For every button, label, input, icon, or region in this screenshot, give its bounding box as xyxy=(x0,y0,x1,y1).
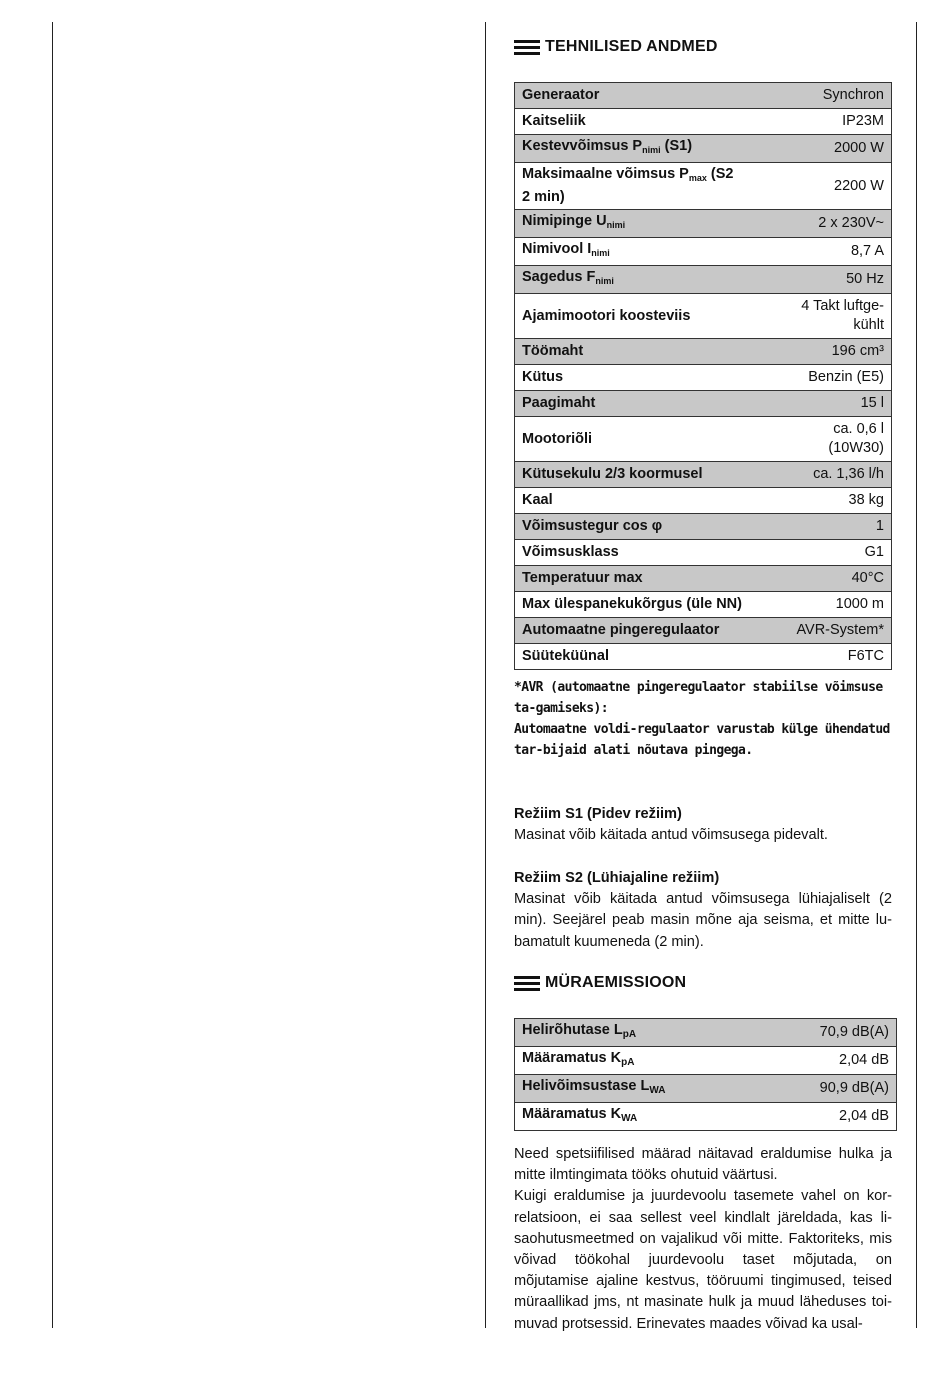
table-row xyxy=(515,1075,897,1103)
right-margin-line xyxy=(916,22,917,1328)
mode-s2-block xyxy=(514,868,892,953)
table-row xyxy=(515,1047,897,1075)
spec-key: Süüteküünal xyxy=(515,644,750,670)
mode-s2-text: Masinat võib käitada antud võimsusega lühiajaliselt (2 min). Seejärel peab masin mõne aja seisma, et mitte lu-bamatult kuumeneda (2 min). xyxy=(514,891,892,950)
spec-value: 40°C xyxy=(749,566,892,592)
table-row xyxy=(515,238,892,266)
noise-paragraph-1: Need spetsiifilised määrad näitavad eraldumise hulka ja mitte ilmtingimata tööks ohutuid väärtusi. xyxy=(514,1146,892,1184)
spec-value: 1000 m xyxy=(749,592,892,618)
noise-table-wrapper xyxy=(514,1018,897,1131)
spec-value: 2 x 230V~ xyxy=(749,210,892,238)
tech-table-wrapper xyxy=(514,82,892,670)
spec-value: IP23M xyxy=(749,109,892,135)
table-row xyxy=(515,339,892,365)
spec-key: Töömaht xyxy=(515,339,750,365)
table-row xyxy=(515,417,892,462)
noise-key: Määramatus $K_{WA}$ xyxy=(515,1103,765,1131)
table-row xyxy=(515,294,892,339)
menu-lines-icon xyxy=(514,976,540,991)
table-row xyxy=(515,109,892,135)
noise-value: 2,04 dB xyxy=(764,1047,896,1075)
table-row xyxy=(515,266,892,294)
noise-heading-title: MÜRAEMISSIOON xyxy=(545,974,687,991)
spec-key: Võimsusklass xyxy=(515,540,750,566)
spec-key: Kaal xyxy=(515,488,750,514)
noise-key: Helirõhutase $L_{pA}$ xyxy=(515,1019,765,1047)
spec-value: Synchron xyxy=(749,83,892,109)
noise-key: Helivõimsustase $L_{WA}$ xyxy=(515,1075,765,1103)
spec-value: 196 cm³ xyxy=(749,339,892,365)
spec-key: Kütus xyxy=(515,365,750,391)
noise-text-block xyxy=(514,1144,892,1335)
spec-key: Maksimaalne võimsus $P_{max}$ (S2 2 min) xyxy=(515,163,750,210)
table-row xyxy=(515,210,892,238)
mode-s1-block xyxy=(514,804,892,846)
mode-s1-text: Masinat võib käitada antud võimsusega pidevalt. xyxy=(514,827,828,844)
noise-heading xyxy=(514,974,892,992)
column-divider-line xyxy=(485,22,486,1328)
spec-value: F6TC xyxy=(749,644,892,670)
spec-key: Paagimaht xyxy=(515,391,750,417)
spec-value: 38 kg xyxy=(749,488,892,514)
spec-value: ca. 0,6 l (10W30) xyxy=(749,417,892,462)
spec-value: 1 xyxy=(749,514,892,540)
spec-value: 2200 W xyxy=(749,163,892,210)
spec-key: Automaatne pingeregulaator xyxy=(515,618,750,644)
avr-footnote-text: Automaatne voldi-regulaator varustab külge ühendatud tar-bijaid alati nõutava pingega. xyxy=(514,722,890,758)
table-row xyxy=(515,644,892,670)
table-row xyxy=(515,592,892,618)
tech-spec-table xyxy=(514,82,892,670)
mode-s1-title: Režiim S1 (Pidev režiim) xyxy=(514,806,682,822)
noise-paragraph-2: Kuigi eraldumise ja juurdevoolu tasemete vahel on kor-relatsioon, ei saa sellest veel kindlalt järeldada, kas li-saohutusmeetmed on vajalikud või mitte. Faktoriteks, mis võivad töökohal juurdevoolu taset mõjutada, on mõjutamise ajaline kestvus, tööruumi tingimused, teised müraallikad jms, nt masinate hulk ja muud läheduses toi-muvad protsessid. Erinevates maades võivad ka usal- xyxy=(514,1188,892,1332)
spec-value: 2000 W xyxy=(749,135,892,163)
spec-key: Mootoriõli xyxy=(515,417,750,462)
table-row xyxy=(515,391,892,417)
table-row xyxy=(515,488,892,514)
spec-value: Benzin (E5) xyxy=(749,365,892,391)
spec-key: Generaator xyxy=(515,83,750,109)
tech-heading-title: TEHNILISED ANDMED xyxy=(545,38,718,55)
spec-key: Kestevvõimsus $P_{nimi}$ (S1) xyxy=(515,135,750,163)
spec-key: Võimsustegur cos φ xyxy=(515,514,750,540)
spec-value: 15 l xyxy=(749,391,892,417)
tech-heading xyxy=(514,38,892,56)
avr-footnote xyxy=(514,677,892,761)
table-row xyxy=(515,1103,897,1131)
spec-key: Ajamimootori koosteviis xyxy=(515,294,750,339)
table-row xyxy=(515,618,892,644)
menu-lines-icon xyxy=(514,40,540,55)
spec-key: Kütusekulu 2/3 koormusel xyxy=(515,462,750,488)
table-row xyxy=(515,462,892,488)
spec-value: AVR-System* xyxy=(749,618,892,644)
table-row xyxy=(515,83,892,109)
table-row xyxy=(515,514,892,540)
table-row xyxy=(515,540,892,566)
spec-key: Nimivool $I_{nimi}$ xyxy=(515,238,750,266)
spec-key: Max ülespanekukõrgus (üle NN) xyxy=(515,592,750,618)
left-margin-line xyxy=(52,22,53,1328)
mode-s2-title: Režiim S2 (Lühiajaline režiim) xyxy=(514,870,720,886)
table-row xyxy=(515,135,892,163)
spec-key: Sagedus $F_{nimi}$ xyxy=(515,266,750,294)
spec-value: 4 Takt luftge-kühlt xyxy=(749,294,892,339)
noise-value: 90,9 dB(A) xyxy=(764,1075,896,1103)
spec-key: Kaitseliik xyxy=(515,109,750,135)
noise-value: 70,9 dB(A) xyxy=(764,1019,896,1047)
spec-value: ca. 1,36 l/h xyxy=(749,462,892,488)
spec-key: Temperatuur max xyxy=(515,566,750,592)
spec-value: 8,7 A xyxy=(749,238,892,266)
noise-table xyxy=(514,1018,897,1131)
table-row xyxy=(515,163,892,210)
spec-value: 50 Hz xyxy=(749,266,892,294)
spec-key: Nimipinge $U_{nimi}$ xyxy=(515,210,750,238)
noise-key: Määramatus $K_{pA}$ xyxy=(515,1047,765,1075)
table-row xyxy=(515,365,892,391)
avr-footnote-title: *AVR (automaatne pingeregulaator stabiilse võimsuse ta-gamiseks): xyxy=(514,680,883,716)
spec-value: G1 xyxy=(749,540,892,566)
table-row xyxy=(515,1019,897,1047)
table-row xyxy=(515,566,892,592)
noise-value: 2,04 dB xyxy=(764,1103,896,1131)
